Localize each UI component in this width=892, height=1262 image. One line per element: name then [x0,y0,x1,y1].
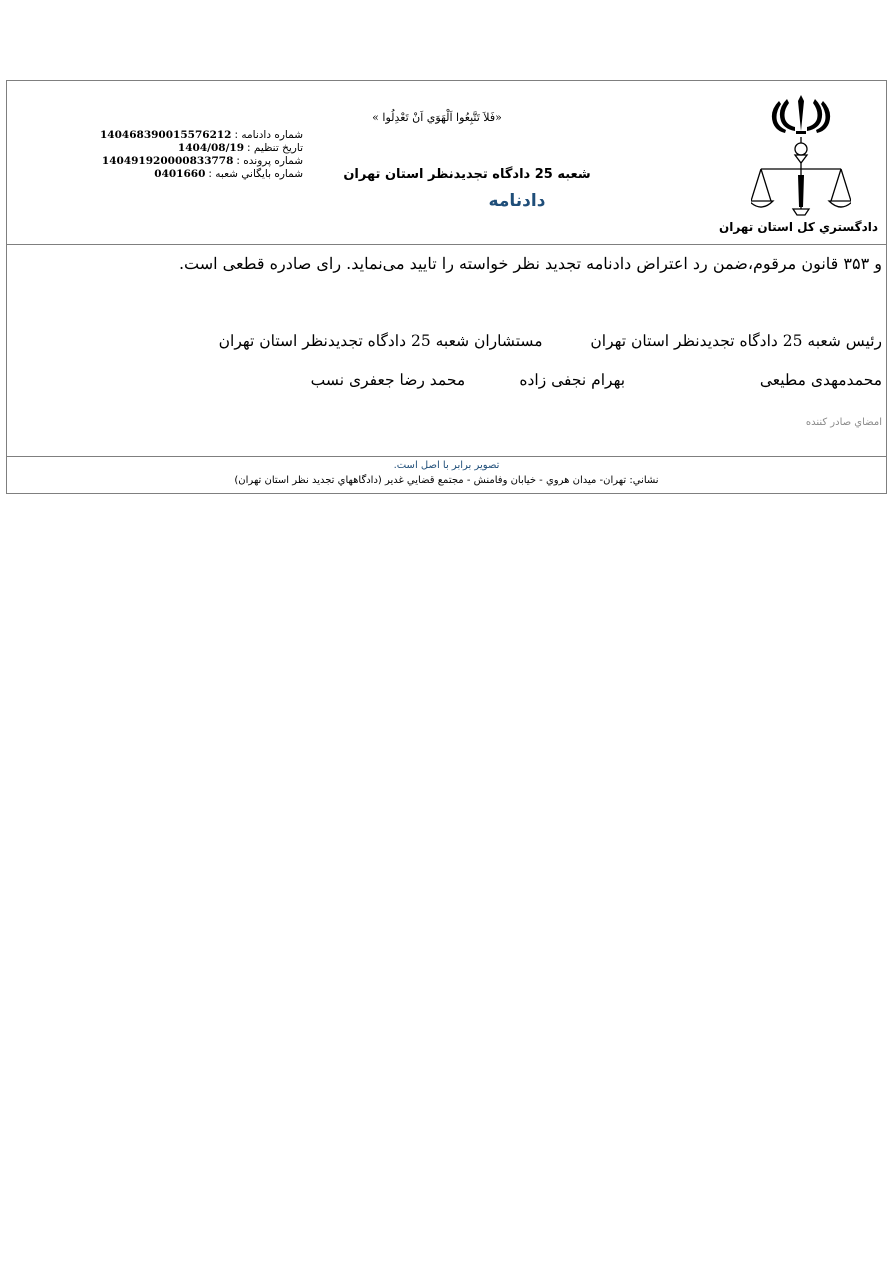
case-number-label: شماره پرونده : [236,155,303,167]
verdict-number: 140468390015576212 [99,129,232,141]
archive-number-row [77,168,303,181]
case-number-row [77,155,303,168]
case-number: 140491920000833778 [101,155,234,167]
certified-copy-note: تصوير برابر با اصل است. [393,460,500,471]
archive-number: 0401660 [154,168,206,180]
signatory-name-3: محمد رضا جعفری نسب [310,371,466,389]
court-address: نشاني: تهران- ميدان هروي - خيابان وفامنش - مجتمع قضايي غدير (دادگاههاي تجديد نظر استان تهران) [234,475,659,486]
issue-date-label: تاريخ تنظيم : [247,142,303,154]
issue-date-row [77,142,303,155]
signatory-name-1: محمدمهدی مطیعی [759,371,882,389]
court-name: دادگستري كل استان تهران [718,220,878,234]
header-divider [7,244,886,245]
quran-verse: «فَلاَ تَتَّبِعُوا اَلْهَوَي اَنْ تَعْدِلُوا » [372,111,502,124]
signatory-titles [219,332,882,350]
chief-judge-title: رئیس شعبه 25 دادگاه تجدیدنظر استان تهران [590,332,882,350]
signer-label: امضاي صادر كننده [805,417,882,428]
document-type-title: دادنامه [488,191,546,211]
archive-number-label: شماره بايگاني شعبه : [208,168,303,180]
verdict-metadata [77,129,303,181]
counselors-title: مستشاران شعبه 25 دادگاه تجدیدنظر استان تهران [218,332,543,350]
iran-emblem-scales-icon [726,85,876,235]
verdict-body-text: و ۳۵۳ قانون مرقوم،ضمن رد اعتراض دادنامه تجدید نظر خواسته را تایید می‌نماید. رای صادره قطعی است. [178,254,882,273]
signatory-names [311,371,882,389]
issue-date: 1404/08/19 [177,142,245,154]
verdict-document [6,80,887,494]
court-branch: شعبه 25 دادگاه تجديدنظر استان تهران [343,167,591,182]
verdict-number-label: شماره دادنامه : [234,129,303,141]
signatory-name-2: بهرام نجفی زاده [519,371,626,389]
verdict-number-row [77,129,303,142]
footer-divider [7,456,886,457]
